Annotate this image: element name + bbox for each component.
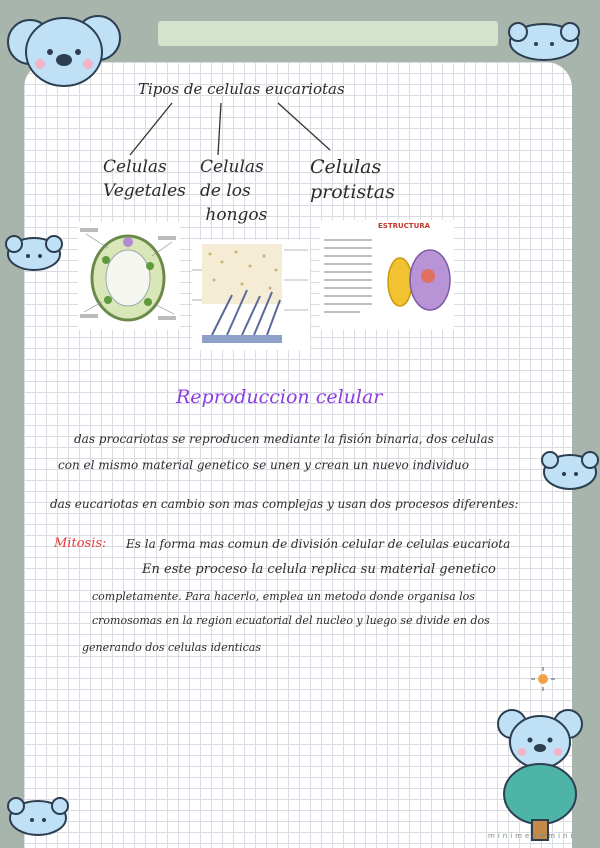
koala-sticker-right-icon — [540, 446, 600, 494]
branch-protist-cells: Celulas protistas — [310, 156, 395, 203]
koala-sticker-left-icon — [2, 230, 66, 276]
sun-icon — [530, 666, 556, 692]
protist-image-heading: ESTRUCTURA — [378, 222, 431, 230]
protist-illustration — [320, 220, 454, 330]
mitosis-line-3: completamente. Para hacerlo, emplea un metodo donde organisa los — [92, 590, 475, 603]
koala-sticker-top-left-icon — [4, 2, 124, 94]
mitosis-line-1: Es la forma mas comun de división celular de celulas eucariota — [126, 537, 511, 551]
mitosis-line-4: cromosomas en la region ecuatorial del nucleo y luego se divide en dos — [92, 614, 490, 627]
mitosis-line-5: generando dos celulas identicas — [82, 641, 261, 654]
koala-tree-sticker-icon — [490, 702, 588, 842]
reproduction-line-2: con el mismo material genetico se unen y crean un nuevo individuo — [58, 458, 469, 472]
mitosis-label: Mitosis: — [54, 536, 107, 551]
branch-plant-cells: Celulas Vegetales — [103, 157, 186, 201]
plant-cell-image — [78, 222, 180, 330]
koala-sticker-bottom-left-icon — [4, 792, 74, 840]
fungi-cell-image — [192, 240, 310, 350]
reproduction-line-3: das eucariotas en cambio son mas complejas y usan dos procesos diferentes: — [50, 497, 519, 511]
mitosis-line-2: En este proceso la celula replica su material genetico — [142, 562, 496, 577]
reproduction-line-1: das procariotas se reproducen mediante la fisión binaria, dos celulas — [74, 432, 494, 446]
diagram-title: Tipos de celulas eucariotas — [138, 80, 345, 98]
koala-sticker-top-right-icon — [504, 18, 584, 64]
protist-cell-image — [320, 220, 454, 330]
watermark: minimeowmini — [488, 832, 576, 840]
plant-cell-illustration — [78, 222, 180, 330]
fungi-illustration — [192, 240, 310, 350]
reproduction-heading: Reproduccion celular — [176, 386, 383, 408]
branch-fungi-cells: Celulas de los hongos — [200, 157, 268, 225]
